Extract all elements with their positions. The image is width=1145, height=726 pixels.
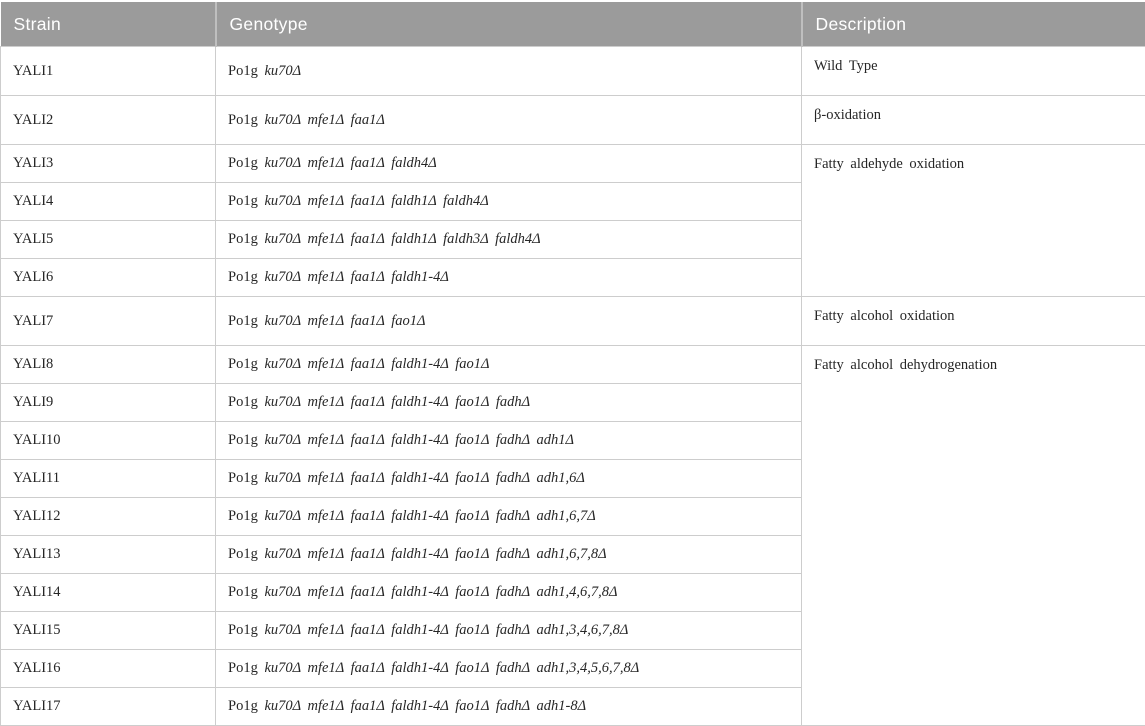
table-row (1, 346, 1145, 384)
genotype-cell (216, 574, 802, 612)
genotype-gene-deletions: ku70Δ mfe1Δ faa1Δ faldh1-4Δ fao1Δ fadhΔ adh1,6,7Δ (264, 508, 595, 524)
genotype-background-strain: Po1g (228, 356, 258, 372)
genotype-gene-deletions: ku70Δ mfe1Δ faa1Δ faldh1-4Δ fao1Δ fadhΔ (264, 394, 530, 410)
genotype-cell (216, 145, 802, 183)
genotype-gene-deletions: ku70Δ mfe1Δ faa1Δ faldh1-4Δ fao1Δ fadhΔ adh1,4,6,7,8Δ (264, 584, 617, 600)
strain-cell: YALI14 (1, 574, 216, 612)
genotype-cell (216, 384, 802, 422)
genotype-gene-deletions: ku70Δ mfe1Δ faa1Δ faldh4Δ (264, 155, 436, 171)
genotype-cell (216, 297, 802, 346)
genotype-cell (216, 346, 802, 384)
genotype-cell (216, 650, 802, 688)
genotype-background-strain: Po1g (228, 470, 258, 486)
genotype-background-strain: Po1g (228, 63, 258, 79)
genotype-cell (216, 612, 802, 650)
column-header-description: Description (802, 1, 1145, 47)
column-header-genotype: Genotype (216, 1, 802, 47)
strain-cell: YALI15 (1, 612, 216, 650)
genotype-background-strain: Po1g (228, 112, 258, 128)
genotype-cell (216, 688, 802, 726)
genotype-gene-deletions: ku70Δ mfe1Δ faa1Δ faldh1-4Δ (264, 269, 448, 285)
genotype-background-strain: Po1g (228, 660, 258, 676)
genotype-background-strain: Po1g (228, 622, 258, 638)
strain-cell: YALI7 (1, 297, 216, 346)
strain-cell: YALI11 (1, 460, 216, 498)
table-row (1, 145, 1145, 183)
table-row (1, 47, 1145, 96)
genotype-gene-deletions: ku70Δ mfe1Δ faa1Δ faldh1-4Δ fao1Δ fadhΔ adh1,6Δ (264, 470, 584, 486)
strain-cell: YALI9 (1, 384, 216, 422)
genotype-background-strain: Po1g (228, 231, 258, 247)
strain-cell: YALI8 (1, 346, 216, 384)
table-header (1, 1, 1145, 47)
genotype-gene-deletions: ku70Δ mfe1Δ faa1Δ fao1Δ (264, 313, 425, 329)
genotype-gene-deletions: ku70Δ mfe1Δ faa1Δ faldh1-4Δ fao1Δ fadhΔ adh1,3,4,5,6,7,8Δ (264, 660, 639, 676)
genotype-background-strain: Po1g (228, 394, 258, 410)
genotype-gene-deletions: ku70Δ mfe1Δ faa1Δ (264, 112, 384, 128)
genotype-gene-deletions: ku70Δ mfe1Δ faa1Δ faldh1-4Δ fao1Δ fadhΔ adh1Δ (264, 432, 574, 448)
description-cell: β-oxidation (802, 96, 1145, 145)
strain-cell: YALI5 (1, 221, 216, 259)
strain-cell: YALI2 (1, 96, 216, 145)
genotype-background-strain: Po1g (228, 546, 258, 562)
description-cell: Fatty alcohol dehydrogenation (802, 346, 1145, 726)
genotype-background-strain: Po1g (228, 313, 258, 329)
genotype-gene-deletions: ku70Δ mfe1Δ faa1Δ faldh1Δ faldh4Δ (264, 193, 488, 209)
genotype-gene-deletions: ku70Δ mfe1Δ faa1Δ faldh1-4Δ fao1Δ (264, 356, 489, 372)
genotype-cell (216, 183, 802, 221)
genotype-gene-deletions: ku70Δ mfe1Δ faa1Δ faldh1-4Δ fao1Δ fadhΔ adh1-8Δ (264, 698, 586, 714)
genotype-background-strain: Po1g (228, 584, 258, 600)
strain-cell: YALI12 (1, 498, 216, 536)
genotype-background-strain: Po1g (228, 508, 258, 524)
genotype-gene-deletions: ku70Δ mfe1Δ faa1Δ faldh1-4Δ fao1Δ fadhΔ adh1,3,4,6,7,8Δ (264, 622, 628, 638)
genotype-cell (216, 221, 802, 259)
genotype-cell (216, 96, 802, 145)
strain-cell: YALI6 (1, 259, 216, 297)
genotype-gene-deletions: ku70Δ (264, 63, 301, 79)
genotype-cell (216, 536, 802, 574)
strain-cell: YALI16 (1, 650, 216, 688)
description-cell: Fatty alcohol oxidation (802, 297, 1145, 346)
header-row (1, 1, 1145, 47)
genotype-cell (216, 47, 802, 96)
genotype-cell (216, 422, 802, 460)
genotype-gene-deletions: ku70Δ mfe1Δ faa1Δ faldh1-4Δ fao1Δ fadhΔ adh1,6,7,8Δ (264, 546, 606, 562)
strain-cell: YALI4 (1, 183, 216, 221)
description-cell: Fatty aldehyde oxidation (802, 145, 1145, 297)
strain-cell: YALI1 (1, 47, 216, 96)
strain-cell: YALI3 (1, 145, 216, 183)
genotype-cell (216, 498, 802, 536)
genotype-background-strain: Po1g (228, 698, 258, 714)
description-cell: Wild Type (802, 47, 1145, 96)
genotype-background-strain: Po1g (228, 155, 258, 171)
genotype-background-strain: Po1g (228, 269, 258, 285)
genotype-cell (216, 259, 802, 297)
genotype-background-strain: Po1g (228, 193, 258, 209)
table-row (1, 297, 1145, 346)
genotype-background-strain: Po1g (228, 432, 258, 448)
genotype-gene-deletions: ku70Δ mfe1Δ faa1Δ faldh1Δ faldh3Δ faldh4Δ (264, 231, 540, 247)
strain-cell: YALI10 (1, 422, 216, 460)
strain-cell: YALI17 (1, 688, 216, 726)
table-row (1, 96, 1145, 145)
genotype-cell (216, 460, 802, 498)
strain-cell: YALI13 (1, 536, 216, 574)
table-body (1, 47, 1145, 726)
column-header-strain: Strain (1, 1, 216, 47)
